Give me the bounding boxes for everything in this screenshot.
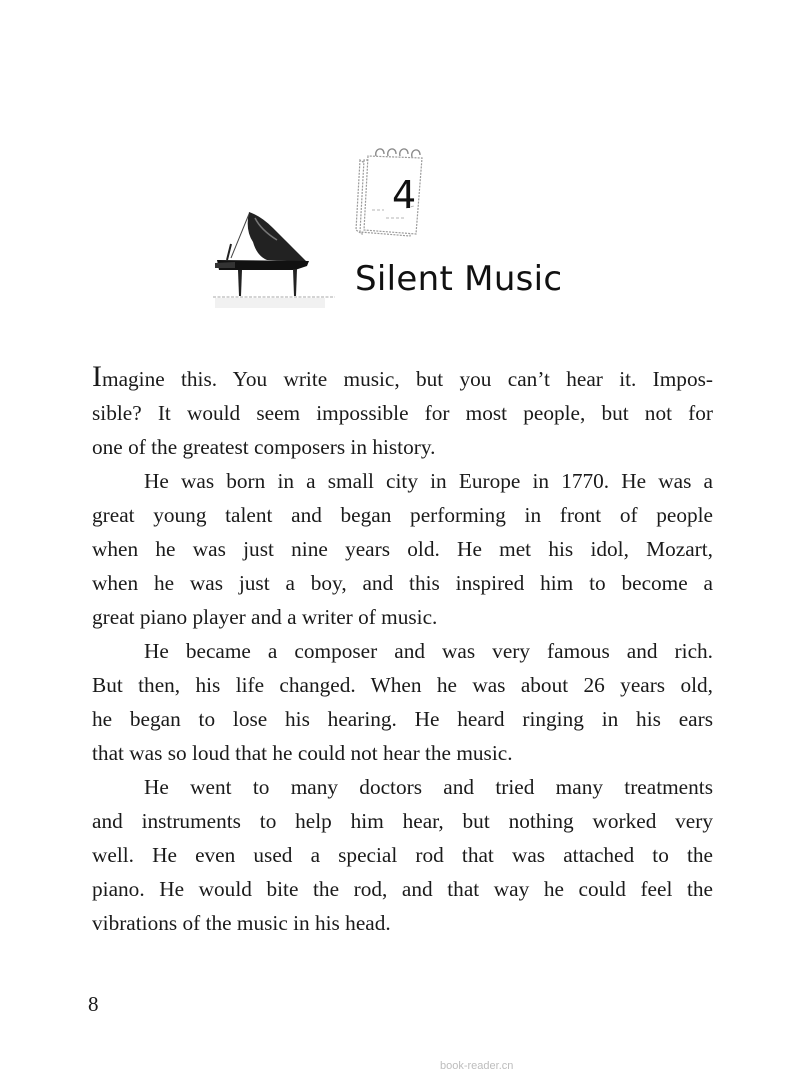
text-line: that was so loud that he could not hear the music.: [92, 741, 513, 765]
paragraph: [92, 634, 713, 770]
text-line: well. He even used a special rod that was attached to the: [92, 843, 713, 867]
drop-cap: I: [92, 360, 102, 393]
grand-piano-illustration: [205, 200, 340, 310]
text-line: vibrations of the music in his head.: [92, 911, 391, 935]
text-line: one of the greatest composers in history.: [92, 435, 436, 459]
paragraph: [92, 362, 713, 464]
text-line: Imagine this. You write music, but you can’t hear it. Impos-: [92, 360, 713, 393]
text-line: sible? It would seem impossible for most people, but not for: [92, 401, 713, 425]
text-line: when he was just a boy, and this inspired him to become a: [92, 571, 713, 595]
paragraph: [92, 464, 713, 634]
text-line: great young talent and began performing in front of people: [92, 503, 713, 527]
text-line: He was born in a small city in Europe in 1770. He was a: [144, 469, 713, 493]
watermark: book-reader.cn: [440, 1060, 514, 1072]
text-line: piano. He would bite the rod, and that way he could feel the: [92, 877, 713, 901]
text-line: great piano player and a writer of music.: [92, 605, 438, 629]
page-number: 8: [88, 992, 99, 1016]
text-line: when he was just nine years old. He met his idol, Mozart,: [92, 537, 713, 561]
text-line: He went to many doctors and tried many treatments: [144, 775, 713, 799]
calendar-icon: [350, 138, 430, 242]
chapter-body: [92, 362, 713, 940]
text-line: he began to lose his hearing. He heard ringing in his ears: [92, 707, 713, 731]
text-line: But then, his life changed. When he was about 26 years old,: [92, 673, 713, 697]
text-line: He became a composer and was very famous and rich.: [144, 639, 713, 663]
paragraph: [92, 770, 713, 940]
text-line: and instruments to help him hear, but nothing worked very: [92, 809, 713, 833]
chapter-title: Silent Music: [355, 259, 563, 299]
chapter-number: 4: [392, 173, 417, 217]
